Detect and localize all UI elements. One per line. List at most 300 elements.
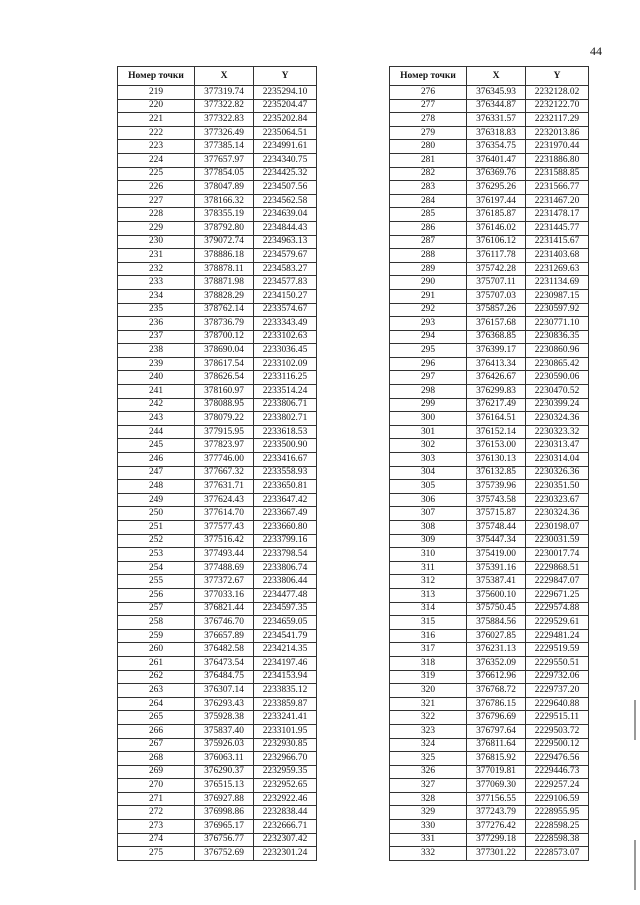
cell-point-number: 237 [118, 330, 195, 344]
cell-point-number: 310 [390, 548, 467, 562]
cell-y: 2234150.27 [254, 289, 317, 303]
cell-point-number: 265 [118, 711, 195, 725]
cell-x: 376786.15 [467, 697, 526, 711]
table-row [390, 806, 589, 820]
column-header-y: Y [254, 67, 317, 86]
cell-x: 376821.44 [195, 602, 254, 616]
cell-point-number: 274 [118, 833, 195, 847]
cell-x: 375739.96 [467, 480, 526, 494]
cell-x: 377577.43 [195, 521, 254, 535]
table-row [390, 575, 589, 589]
cell-x: 376117.78 [467, 249, 526, 263]
cell-point-number: 226 [118, 181, 195, 195]
table-row [390, 140, 589, 154]
table-row [118, 86, 317, 100]
cell-x: 376331.57 [467, 113, 526, 127]
cell-y: 2229476.56 [526, 752, 589, 766]
cell-point-number: 295 [390, 344, 467, 358]
table-row [390, 344, 589, 358]
cell-x: 376352.09 [467, 656, 526, 670]
cell-x: 377299.18 [467, 833, 526, 847]
cell-y: 2234597.35 [254, 602, 317, 616]
cell-y: 2232122.70 [526, 99, 589, 113]
cell-y: 2235294.10 [254, 86, 317, 100]
cell-y: 2233618.53 [254, 425, 317, 439]
cell-y: 2233859.87 [254, 697, 317, 711]
table-row [118, 357, 317, 371]
table-row [118, 344, 317, 358]
cell-point-number: 263 [118, 684, 195, 698]
table-row [390, 711, 589, 725]
scan-edge-mark [634, 700, 636, 740]
cell-x: 377631.71 [195, 480, 254, 494]
cell-x: 377488.69 [195, 561, 254, 575]
cell-x: 376157.68 [467, 317, 526, 331]
cell-y: 2228955.95 [526, 806, 589, 820]
cell-y: 2229519.59 [526, 643, 589, 657]
cell-y: 2230017.74 [526, 548, 589, 562]
table-row [118, 738, 317, 752]
cell-x: 375748.44 [467, 521, 526, 535]
table-row [390, 588, 589, 602]
cell-x: 376130.13 [467, 453, 526, 467]
table-row [118, 711, 317, 725]
table-row [118, 153, 317, 167]
table-row [390, 86, 589, 100]
cell-x: 375926.03 [195, 738, 254, 752]
cell-x: 377322.83 [195, 113, 254, 127]
table-row [118, 371, 317, 385]
cell-x: 375447.34 [467, 534, 526, 548]
cell-y: 2232307.42 [254, 833, 317, 847]
cell-y: 2235204.47 [254, 99, 317, 113]
cell-point-number: 289 [390, 262, 467, 276]
cell-x: 379072.74 [195, 235, 254, 249]
cell-point-number: 267 [118, 738, 195, 752]
cell-x: 376927.88 [195, 792, 254, 806]
table-row [390, 317, 589, 331]
cell-x: 375600.10 [467, 588, 526, 602]
cell-y: 2232922.46 [254, 792, 317, 806]
cell-y: 2232838.44 [254, 806, 317, 820]
table-row [390, 656, 589, 670]
cell-x: 376185.87 [467, 208, 526, 222]
cell-x: 375707.11 [467, 276, 526, 290]
cell-y: 2234153.94 [254, 670, 317, 684]
cell-y: 2229574.88 [526, 602, 589, 616]
table-row [118, 221, 317, 235]
cell-point-number: 324 [390, 738, 467, 752]
cell-point-number: 269 [118, 765, 195, 779]
cell-y: 2230597.92 [526, 303, 589, 317]
coordinates-table-left [117, 66, 317, 861]
cell-x: 375391.16 [467, 561, 526, 575]
cell-x: 375715.87 [467, 507, 526, 521]
cell-point-number: 255 [118, 575, 195, 589]
cell-y: 2232117.29 [526, 113, 589, 127]
cell-point-number: 285 [390, 208, 467, 222]
column-header-x: X [467, 67, 526, 86]
cell-y: 2229529.61 [526, 616, 589, 630]
cell-point-number: 286 [390, 221, 467, 235]
table-row [118, 588, 317, 602]
cell-point-number: 247 [118, 466, 195, 480]
column-header-x: X [195, 67, 254, 86]
cell-x: 377667.32 [195, 466, 254, 480]
table-row [118, 99, 317, 113]
cell-y: 2232959.35 [254, 765, 317, 779]
cell-point-number: 241 [118, 385, 195, 399]
cell-point-number: 319 [390, 670, 467, 684]
cell-x: 377516.42 [195, 534, 254, 548]
cell-y: 2233116.25 [254, 371, 317, 385]
cell-y: 2231269.63 [526, 262, 589, 276]
cell-y: 2230590.06 [526, 371, 589, 385]
cell-x: 376318.83 [467, 126, 526, 140]
cell-point-number: 229 [118, 221, 195, 235]
cell-x: 376515.13 [195, 779, 254, 793]
cell-point-number: 316 [390, 629, 467, 643]
table-row [118, 303, 317, 317]
cell-y: 2233036.45 [254, 344, 317, 358]
cell-point-number: 270 [118, 779, 195, 793]
cell-y: 2229847.07 [526, 575, 589, 589]
cell-y: 2232128.02 [526, 86, 589, 100]
cell-point-number: 252 [118, 534, 195, 548]
cell-x: 377823.97 [195, 439, 254, 453]
table-row [390, 153, 589, 167]
cell-point-number: 299 [390, 398, 467, 412]
cell-x: 376027.85 [467, 629, 526, 643]
cell-x: 376998.86 [195, 806, 254, 820]
cell-y: 2234579.67 [254, 249, 317, 263]
cell-point-number: 330 [390, 820, 467, 834]
cell-point-number: 309 [390, 534, 467, 548]
cell-y: 2233802.71 [254, 412, 317, 426]
table-row [118, 453, 317, 467]
cell-y: 2229550.51 [526, 656, 589, 670]
cell-point-number: 300 [390, 412, 467, 426]
table-row [390, 453, 589, 467]
table-row [118, 167, 317, 181]
cell-point-number: 228 [118, 208, 195, 222]
table-row [118, 833, 317, 847]
cell-x: 376307.14 [195, 684, 254, 698]
table-header-row [118, 67, 317, 86]
cell-x: 378878.11 [195, 262, 254, 276]
cell-x: 377276.42 [467, 820, 526, 834]
cell-y: 2233101.95 [254, 724, 317, 738]
table-row [118, 792, 317, 806]
cell-y: 2233574.67 [254, 303, 317, 317]
cell-point-number: 320 [390, 684, 467, 698]
cell-x: 377657.97 [195, 153, 254, 167]
cell-point-number: 242 [118, 398, 195, 412]
cell-y: 2229671.25 [526, 588, 589, 602]
table-row [118, 806, 317, 820]
cell-point-number: 290 [390, 276, 467, 290]
cell-point-number: 230 [118, 235, 195, 249]
cell-x: 378166.32 [195, 194, 254, 208]
cell-y: 2232966.70 [254, 752, 317, 766]
cell-y: 2232013.86 [526, 126, 589, 140]
table-row [118, 140, 317, 154]
table-row [390, 480, 589, 494]
cell-x: 378886.18 [195, 249, 254, 263]
cell-y: 2235064.51 [254, 126, 317, 140]
cell-x: 376797.64 [467, 724, 526, 738]
table-row [390, 792, 589, 806]
cell-point-number: 234 [118, 289, 195, 303]
cell-point-number: 268 [118, 752, 195, 766]
cell-x: 377614.70 [195, 507, 254, 521]
cell-y: 2229481.24 [526, 629, 589, 643]
cell-y: 2231467.20 [526, 194, 589, 208]
cell-x: 376344.87 [467, 99, 526, 113]
cell-point-number: 282 [390, 167, 467, 181]
coordinates-table-right [389, 66, 589, 861]
cell-point-number: 239 [118, 357, 195, 371]
cell-point-number: 245 [118, 439, 195, 453]
cell-point-number: 250 [118, 507, 195, 521]
table-row [390, 289, 589, 303]
cell-x: 376612.96 [467, 670, 526, 684]
table-row [118, 820, 317, 834]
cell-point-number: 328 [390, 792, 467, 806]
cell-y: 2234991.61 [254, 140, 317, 154]
cell-y: 2232666.71 [254, 820, 317, 834]
cell-point-number: 312 [390, 575, 467, 589]
cell-point-number: 260 [118, 643, 195, 657]
cell-x: 378792.80 [195, 221, 254, 235]
cell-x: 378617.54 [195, 357, 254, 371]
table-row [118, 534, 317, 548]
table-row [118, 521, 317, 535]
cell-point-number: 318 [390, 656, 467, 670]
cell-x: 375742.28 [467, 262, 526, 276]
cell-point-number: 222 [118, 126, 195, 140]
table-row [390, 385, 589, 399]
cell-y: 2230314.04 [526, 453, 589, 467]
table-row [390, 221, 589, 235]
cell-y: 2229503.72 [526, 724, 589, 738]
cell-point-number: 301 [390, 425, 467, 439]
cell-x: 376482.58 [195, 643, 254, 657]
table-row [390, 670, 589, 684]
cell-point-number: 308 [390, 521, 467, 535]
cell-y: 2234577.83 [254, 276, 317, 290]
cell-point-number: 332 [390, 847, 467, 861]
table-row [390, 99, 589, 113]
cell-y: 2231566.77 [526, 181, 589, 195]
cell-x: 376413.34 [467, 357, 526, 371]
cell-x: 378871.98 [195, 276, 254, 290]
cell-y: 2233806.74 [254, 561, 317, 575]
table-row [118, 602, 317, 616]
cell-point-number: 307 [390, 507, 467, 521]
cell-y: 2233416.67 [254, 453, 317, 467]
table-row [118, 425, 317, 439]
cell-point-number: 236 [118, 317, 195, 331]
table-row [118, 480, 317, 494]
cell-x: 375387.41 [467, 575, 526, 589]
table-row [390, 113, 589, 127]
cell-point-number: 317 [390, 643, 467, 657]
cell-x: 376484.75 [195, 670, 254, 684]
cell-point-number: 275 [118, 847, 195, 861]
cell-y: 2234340.75 [254, 153, 317, 167]
cell-y: 2233835.12 [254, 684, 317, 698]
cell-x: 375419.00 [467, 548, 526, 562]
table-row [118, 616, 317, 630]
cell-point-number: 243 [118, 412, 195, 426]
cell-y: 2233647.42 [254, 493, 317, 507]
cell-y: 2232301.24 [254, 847, 317, 861]
cell-x: 378828.29 [195, 289, 254, 303]
cell-y: 2231403.68 [526, 249, 589, 263]
table-row [118, 208, 317, 222]
cell-x: 378626.54 [195, 371, 254, 385]
cell-x: 377033.16 [195, 588, 254, 602]
table-row [118, 276, 317, 290]
cell-point-number: 264 [118, 697, 195, 711]
cell-y: 2235202.84 [254, 113, 317, 127]
cell-y: 2233806.44 [254, 575, 317, 589]
table-row [118, 561, 317, 575]
cell-x: 376354.75 [467, 140, 526, 154]
cell-x: 376752.69 [195, 847, 254, 861]
cell-x: 378355.19 [195, 208, 254, 222]
table-row [390, 181, 589, 195]
cell-y: 2228598.25 [526, 820, 589, 834]
cell-x: 377326.49 [195, 126, 254, 140]
cell-point-number: 235 [118, 303, 195, 317]
table-row [390, 398, 589, 412]
cell-x: 376796.69 [467, 711, 526, 725]
cell-x: 376106.12 [467, 235, 526, 249]
cell-x: 376399.17 [467, 344, 526, 358]
table-row [118, 697, 317, 711]
cell-x: 376293.43 [195, 697, 254, 711]
table-row [390, 330, 589, 344]
table-row [390, 126, 589, 140]
cell-y: 2229257.24 [526, 779, 589, 793]
table-row [118, 235, 317, 249]
table-row [118, 493, 317, 507]
table-row [118, 113, 317, 127]
cell-point-number: 311 [390, 561, 467, 575]
cell-point-number: 253 [118, 548, 195, 562]
cell-x: 376657.89 [195, 629, 254, 643]
cell-y: 2234214.35 [254, 643, 317, 657]
table-row [118, 670, 317, 684]
cell-x: 377019.81 [467, 765, 526, 779]
cell-x: 375884.56 [467, 616, 526, 630]
cell-point-number: 258 [118, 616, 195, 630]
cell-x: 377156.55 [467, 792, 526, 806]
cell-point-number: 276 [390, 86, 467, 100]
cell-point-number: 227 [118, 194, 195, 208]
table-row [390, 439, 589, 453]
cell-y: 2230324.36 [526, 412, 589, 426]
cell-y: 2230771.10 [526, 317, 589, 331]
cell-point-number: 322 [390, 711, 467, 725]
column-header-y: Y [526, 67, 589, 86]
table-row [390, 847, 589, 861]
cell-y: 2231415.67 [526, 235, 589, 249]
cell-x: 377301.22 [467, 847, 526, 861]
cell-x: 376299.83 [467, 385, 526, 399]
cell-y: 2232930.85 [254, 738, 317, 752]
table-row [118, 330, 317, 344]
table-row [390, 738, 589, 752]
table-row [118, 656, 317, 670]
cell-x: 376369.76 [467, 167, 526, 181]
cell-y: 2229515.11 [526, 711, 589, 725]
table-row [390, 425, 589, 439]
cell-x: 378762.14 [195, 303, 254, 317]
table-row [390, 779, 589, 793]
cell-point-number: 221 [118, 113, 195, 127]
cell-y: 2230836.35 [526, 330, 589, 344]
cell-point-number: 244 [118, 425, 195, 439]
table-row [390, 820, 589, 834]
table-row [118, 194, 317, 208]
cell-y: 2230865.42 [526, 357, 589, 371]
cell-point-number: 254 [118, 561, 195, 575]
cell-x: 376756.77 [195, 833, 254, 847]
table-row [390, 534, 589, 548]
cell-point-number: 313 [390, 588, 467, 602]
cell-y: 2233798.54 [254, 548, 317, 562]
cell-x: 375743.58 [467, 493, 526, 507]
cell-x: 376153.00 [467, 439, 526, 453]
table-row [118, 289, 317, 303]
cell-x: 377319.74 [195, 86, 254, 100]
cell-y: 2234507.56 [254, 181, 317, 195]
cell-y: 2233806.71 [254, 398, 317, 412]
cell-point-number: 220 [118, 99, 195, 113]
cell-point-number: 249 [118, 493, 195, 507]
cell-point-number: 305 [390, 480, 467, 494]
cell-x: 377069.30 [467, 779, 526, 793]
cell-y: 2230323.32 [526, 425, 589, 439]
cell-y: 2231886.80 [526, 153, 589, 167]
scan-edge-mark [634, 840, 636, 890]
cell-y: 2232952.65 [254, 779, 317, 793]
cell-x: 376815.92 [467, 752, 526, 766]
cell-x: 376152.14 [467, 425, 526, 439]
table-row [390, 643, 589, 657]
table-row [390, 629, 589, 643]
cell-x: 375837.40 [195, 724, 254, 738]
cell-x: 376965.17 [195, 820, 254, 834]
table-row [118, 317, 317, 331]
cell-x: 378079.22 [195, 412, 254, 426]
cell-x: 378736.79 [195, 317, 254, 331]
cell-point-number: 293 [390, 317, 467, 331]
cell-x: 377493.44 [195, 548, 254, 562]
table-row [118, 439, 317, 453]
table-row [390, 276, 589, 290]
table-row [118, 847, 317, 861]
cell-point-number: 224 [118, 153, 195, 167]
table-row [390, 697, 589, 711]
cell-x: 376231.13 [467, 643, 526, 657]
table-row [390, 507, 589, 521]
cell-point-number: 257 [118, 602, 195, 616]
cell-point-number: 271 [118, 792, 195, 806]
